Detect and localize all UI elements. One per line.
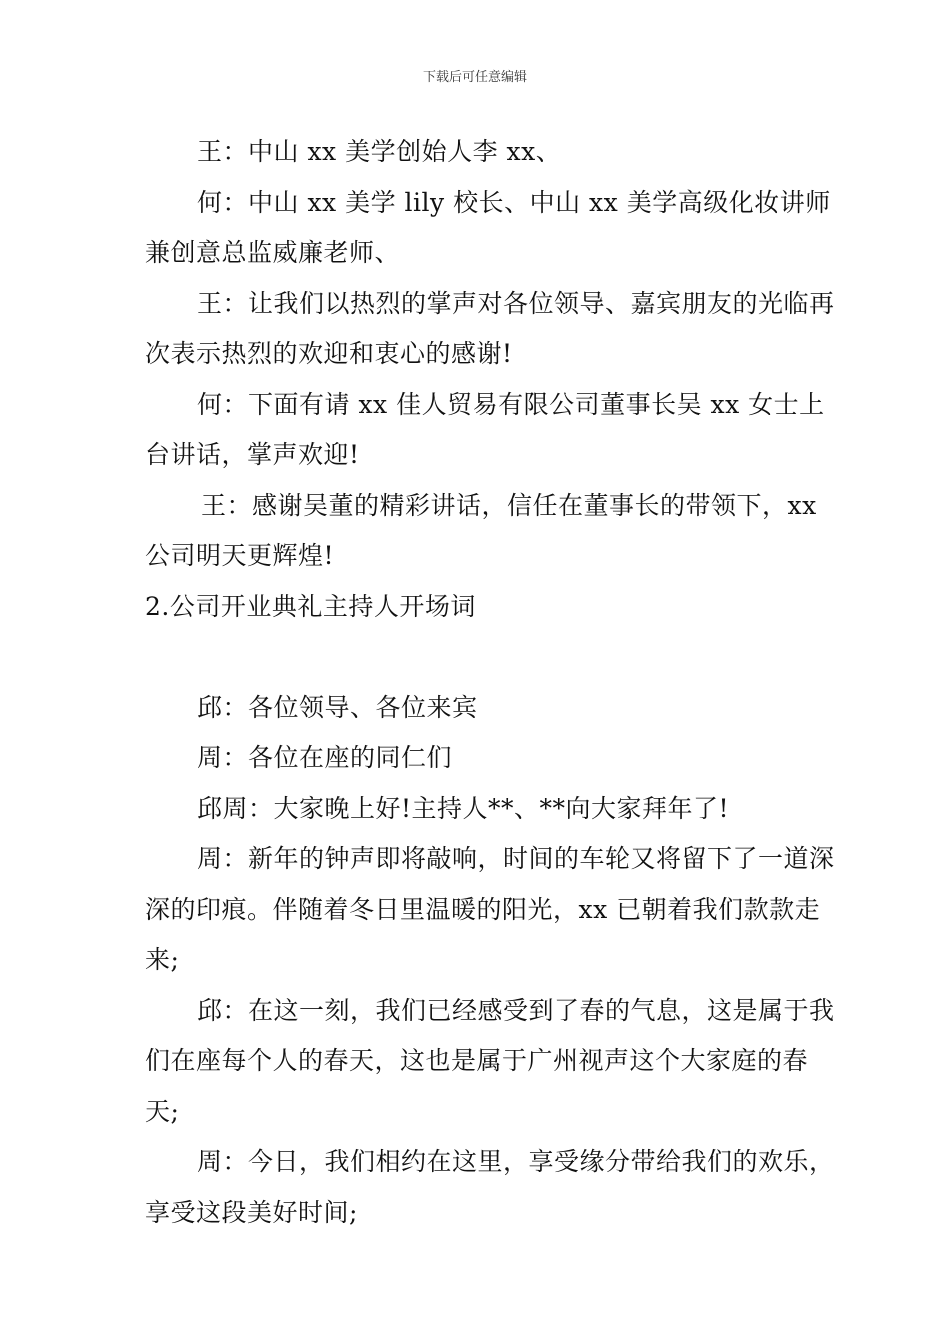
blank-line — [145, 632, 835, 683]
paragraph-wang-3: 王：感谢吴董的精彩讲话，信任在董事长的带领下，xx 公司明天更辉煌! — [145, 490, 817, 570]
paragraph-he-1: 何：中山 xx 美学 lily 校长、中山 xx 美学高级化妆讲师兼创意总监威廉老师、 — [145, 187, 831, 267]
paragraph-wang-2: 王：让我们以热烈的掌声对各位领导、嘉宾朋友的光临再次表示热烈的欢迎和衷心的感谢! — [145, 288, 835, 368]
paragraph-zhou-2: 周：新年的钟声即将敲响，时间的车轮又将留下了一道深深的印痕。伴随着冬日里温暖的阳光，xx 已朝着我们款款走来; — [145, 844, 835, 974]
paragraph-zhou-1: 周：各位在座的同仁们 — [197, 743, 453, 772]
paragraph-wang-1: 王：中山 xx 美学创始人李 xx、 — [197, 137, 562, 166]
section-heading: 2.公司开业典礼主持人开场词 — [145, 591, 476, 621]
paragraph-qiu-2: 邱：在这一刻，我们已经感受到了春的气息，这是属于我们在座每个人的春天，这也是属于广州视声这个大家庭的春天; — [145, 995, 835, 1126]
paragraph-he-2: 何：下面有请 xx 佳人贸易有限公司董事长吴 xx 女士上台讲话，掌声欢迎! — [145, 389, 825, 469]
document-body — [145, 127, 835, 1238]
paragraph-qiuzhou-1: 邱周：大家晚上好!主持人**、**向大家拜年了! — [197, 793, 730, 823]
paragraph-qiu-1: 邱：各位领导、各位来宾 — [197, 692, 478, 722]
paragraph-zhou-3: 周：今日，我们相约在这里，享受缘分带给我们的欢乐，享受这段美好时间; — [145, 1147, 835, 1227]
page-header: 下载后可任意编辑 — [422, 70, 527, 85]
